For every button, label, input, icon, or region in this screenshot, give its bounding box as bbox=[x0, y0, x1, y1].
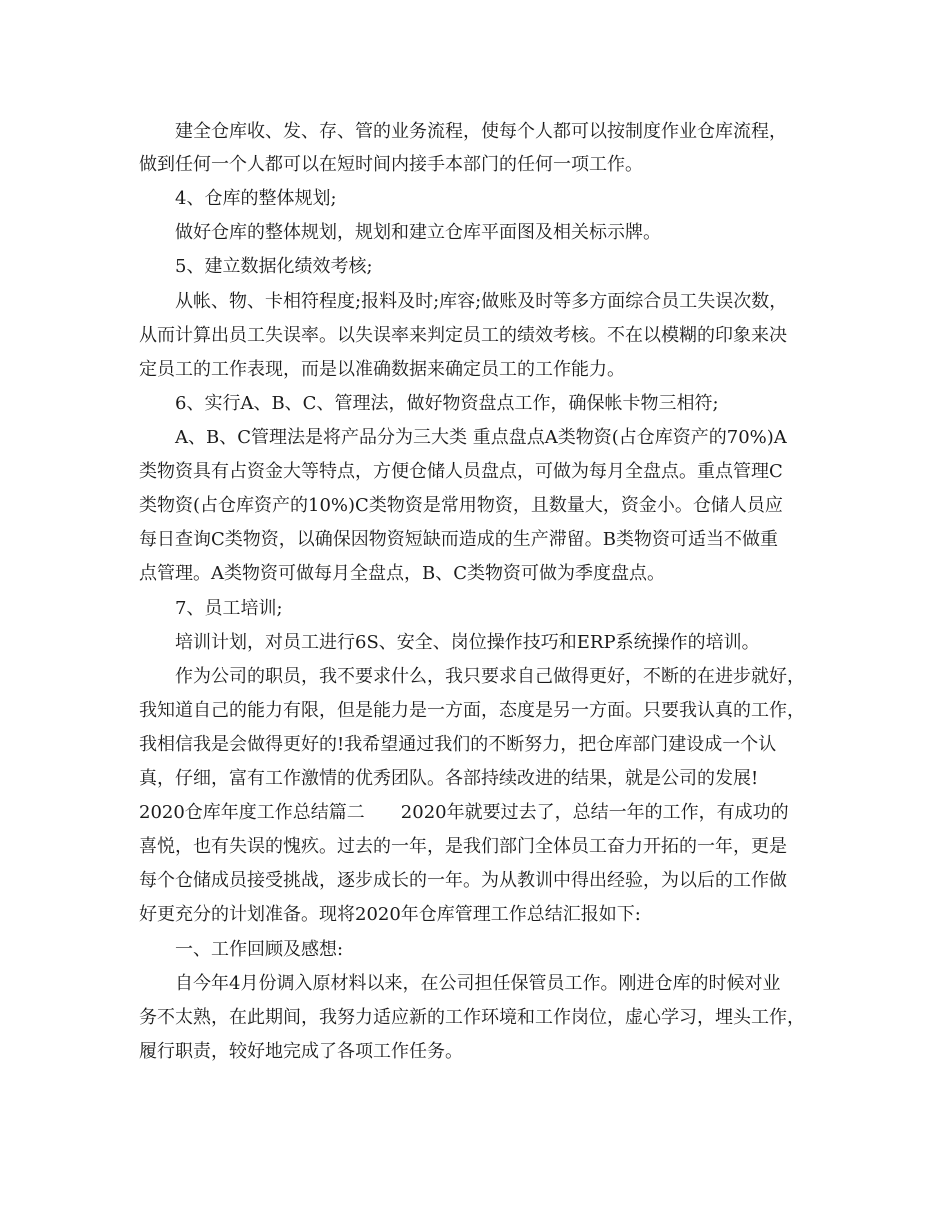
paragraph-line: 作为公司的职员，我不要求什么，我只要求自己做得更好，不断的在进步就好， bbox=[175, 666, 805, 687]
paragraph-line: 类物资(占仓库资产的10%)C类物资是常用物资，且数量大，资金小。仓储人员应 bbox=[139, 495, 783, 516]
section-heading-5: 5、建立数据化绩效考核; bbox=[175, 256, 373, 277]
paragraph-line: 做好仓库的整体规划，规划和建立仓库平面图及相关标示牌。 bbox=[175, 222, 661, 243]
paragraph-line: 类物资具有占资金大等特点，方便仓储人员盘点，可做为每月全盘点。重点管理C bbox=[139, 461, 783, 482]
paragraph-line: 每个仓储成员接受挑战，逐步成长的一年。为从教训中得出经验，为以后的工作做 bbox=[139, 870, 787, 891]
paragraph-line: 我相信我是会做得更好的!我希望通过我们的不断努力，把仓库部门建设成一个认 bbox=[139, 734, 777, 755]
section-heading-6: 6、实行A、B、C、管理法，做好物资盘点工作，确保帐卡物三相符; bbox=[175, 393, 719, 414]
paragraph-line: 每日查询C类物资，以确保因物资短缺而造成的生产滞留。B类物资可适当不做重 bbox=[139, 529, 778, 550]
section-heading-7: 7、员工培训; bbox=[175, 598, 283, 619]
section-heading-review: 一、工作回顾及感想: bbox=[175, 939, 344, 960]
article-title-line: 2020仓库年度工作总结篇二 2020年就要过去了，总结一年的工作，有成功的 bbox=[139, 802, 789, 823]
paragraph-line: 自今年4月份调入原材料以来，在公司担任保管员工作。刚进仓库的时候对业 bbox=[175, 973, 781, 994]
paragraph-line: A、B、C管理法是将产品分为三大类 重点盘点A类物资(占仓库资产的70%)A bbox=[175, 427, 787, 448]
paragraph-line: 履行职责，较好地完成了各项工作任务。 bbox=[139, 1041, 463, 1062]
paragraph-line: 喜悦，也有失误的愧疚。过去的一年，是我们部门全体员工奋力开拓的一年，更是 bbox=[139, 836, 787, 857]
paragraph-line: 做到任何一个人都可以在短时间内接手本部门的任何一项工作。 bbox=[139, 154, 643, 175]
paragraph-line: 从而计算出员工失误率。以失误率来判定员工的绩效考核。不在以模糊的印象来决 bbox=[139, 325, 787, 346]
paragraph-line: 好更充分的计划准备。现将2020年仓库管理工作总结汇报如下: bbox=[139, 904, 641, 925]
paragraph-line: 点管理。A类物资可做每月全盘点，B、C类物资可做为季度盘点。 bbox=[139, 563, 665, 584]
paragraph-line: 务不太熟，在此期间，我努力适应新的工作环境和工作岗位，虚心学习，埋头工作， bbox=[139, 1007, 805, 1028]
paragraph-line: 建全仓库收、发、存、管的业务流程，使每个人都可以按制度作业仓库流程， bbox=[175, 121, 787, 142]
paragraph-line: 从帐、物、卡相符程度;报料及时;库容;做账及时等多方面综合员工失误次数， bbox=[175, 291, 788, 312]
paragraph-line: 我知道自己的能力有限，但是能力是一方面，态度是另一方面。只要我认真的工作， bbox=[139, 700, 805, 721]
paragraph-line: 培训计划，对员工进行6S、安全、岗位操作技巧和ERP系统操作的培训。 bbox=[175, 632, 760, 653]
section-heading-4: 4、仓库的整体规划; bbox=[175, 188, 337, 209]
paragraph-line: 真，仔细，富有工作激情的优秀团队。各部持续改进的结果，就是公司的发展! bbox=[139, 768, 759, 789]
paragraph-line: 定员工的工作表现，而是以准确数据来确定员工的工作能力。 bbox=[139, 359, 625, 380]
